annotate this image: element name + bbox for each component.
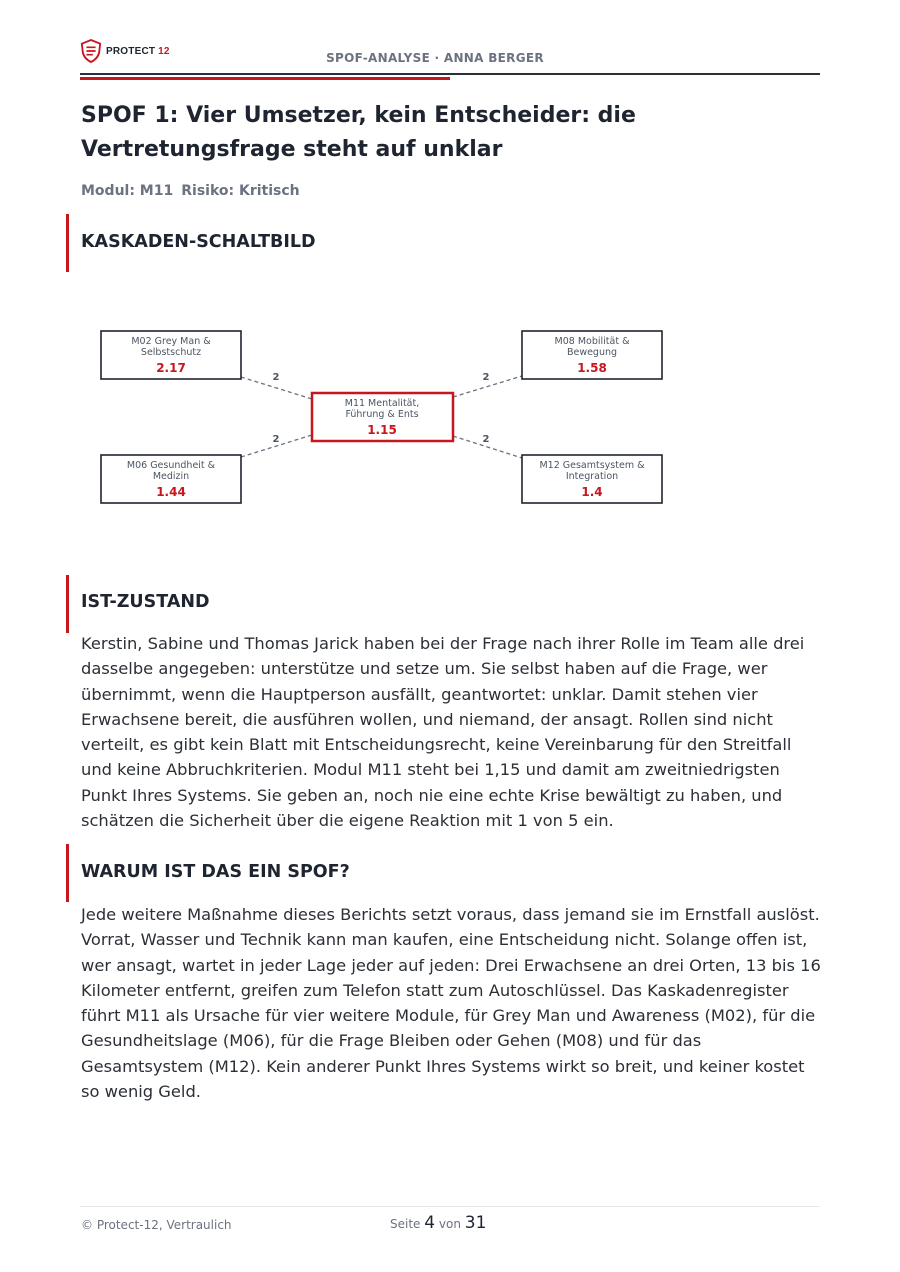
svg-text:M06 Gesundheit &: M06 Gesundheit & [126,460,216,471]
svg-text:M11 Mentalität,: M11 Mentalität, [344,398,420,409]
node-m06 [101,455,241,503]
header-rule [80,73,820,75]
node-m02 [101,331,241,379]
paragraph-warum-spof: Jede weitere Maßnahme dieses Berichts setzt voraus, dass jemand sie im Ernstfall auslöst. Vorrat, Wasser und Technik kann man kaufen, eine Entscheidung nicht. Solange offen ist, wer ansagt, wartet in jeder Lage jeder auf jeden: Drei Erwachsene an drei Orten, 13 bis 16 Kilometer entfernt, greifen zum Telefon statt zum Autoschlüssel. Das Kaskadenregister führt M11 als Ursache für vier weitere Module, für Grey Man und Awareness (M02), für die Gesundheitslage (M06), für die Frage Bleiben oder Gehen (M08) und für das Gesamtsystem (M12). Kein anderer Punkt Ihres Systems wirkt so breit, und keiner kostet so wenig Geld. [81,905,821,1102]
header-title: SPOF-ANALYSE · ANNA BERGER [326,51,544,65]
section-heading-kaskaden: KASKADEN-SCHALTBILD [81,232,316,252]
footer-copyright: © Protect-12, Vertraulich [81,1218,232,1232]
svg-text:1.58: 1.58 [577,361,607,375]
svg-text:M12 Gesamtsystem &: M12 Gesamtsystem & [539,460,645,471]
page-current: 4 [424,1213,436,1233]
svg-text:Bewegung: Bewegung [566,347,618,358]
footer-rule [80,1206,820,1207]
node-m11-center [312,393,453,441]
svg-text:1.44: 1.44 [156,485,186,499]
node-m12 [522,455,662,503]
header-accent-rule [80,77,450,80]
meta-risiko: Risiko: Kritisch [181,183,300,199]
edge-label-m06: 2 [272,434,280,445]
section-accent-bar [66,214,69,272]
svg-text:Führung & Ents: Führung & Ents [345,409,419,420]
paragraph-ist-zustand: Kerstin, Sabine und Thomas Jarick haben bei der Frage nach ihrer Rolle im Team alle drei dasselbe angegeben: unterstütze und setze um. Sie selbst haben auf die Frage, wer übernimmt, wenn die Hauptperson ausfällt, geantwortet: unklar. Damit stehen vier Erwachsene bereit, die ausführen wollen, und niemand, der ansagt. Rollen sind nicht verteilt, es gibt kein Blatt mit Entscheidungsrecht, keine Vereinbarung für den Streitfall und keine Abbruchkriterien. Modul M11 steht bei 1,15 und damit am zweitniedrigsten Punkt Ihres Systems. Sie geben an, noch nie eine echte Krise bewältigt zu haben, und schätzen die Sicherheit über die eigene Reaktion mit 1 von 5 ein. [81,634,805,831]
svg-text:1.4: 1.4 [581,485,603,499]
logo-wordmark: PROTECT 12 [106,45,170,57]
meta-line [81,183,300,199]
svg-text:Medizin: Medizin [152,471,190,482]
svg-text:M08 Mobilität &: M08 Mobilität & [554,336,630,347]
edge-label-m12: 2 [482,434,490,445]
cascade-diagram [80,305,680,525]
svg-text:2.17: 2.17 [156,361,186,375]
footer-page-number: Seite 4 von 31 [390,1213,487,1233]
section-heading-warum-spof: WARUM IST DAS EIN SPOF? [81,862,350,882]
page-total: 31 [464,1213,487,1233]
meta-modul: Modul: M11 [81,183,174,199]
svg-text:Integration: Integration [565,471,619,482]
edge-label-m02: 2 [272,372,280,383]
section-accent-bar [66,575,69,633]
svg-text:M02 Grey Man &: M02 Grey Man & [131,336,211,347]
section-accent-bar [66,844,69,902]
svg-text:1.15: 1.15 [367,423,397,437]
node-m08 [522,331,662,379]
edge-label-m08: 2 [482,372,490,383]
svg-text:Selbstschutz: Selbstschutz [140,347,202,358]
section-heading-ist-zustand: IST-ZUSTAND [81,592,210,612]
page-title: SPOF 1: Vier Umsetzer, kein Entscheider: die Vertretungsfrage steht auf unklar [81,103,636,162]
